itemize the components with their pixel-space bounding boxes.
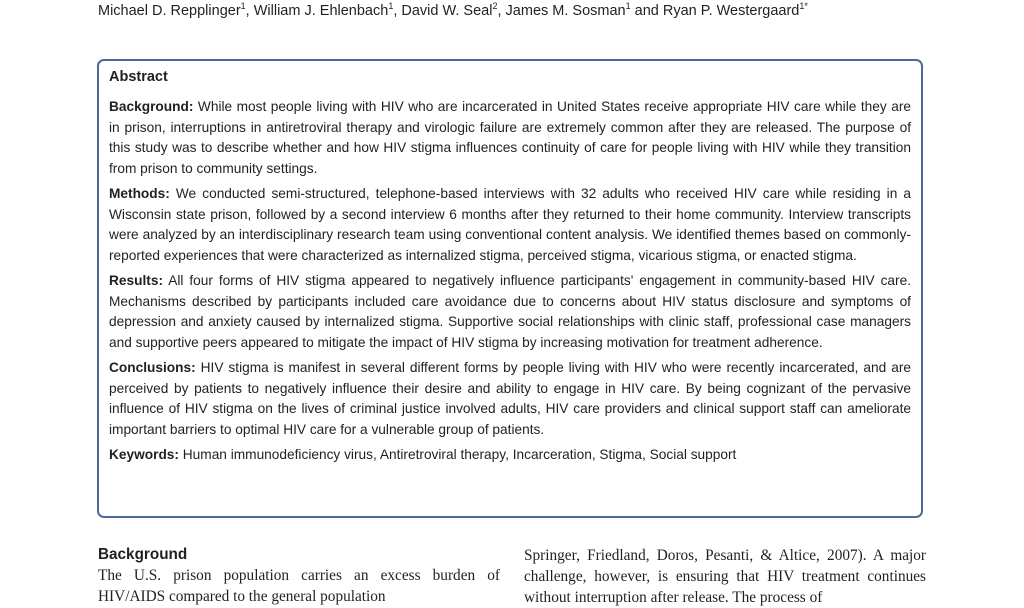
section-title-background: Background	[98, 546, 188, 563]
section-text: We conducted semi-structured, telephone-based interviews with 32 adults who received HIV care while residing in a Wisconsin state prison, followed by a second interview 6 months after they returned to their home community. Interview transcripts were analyzed by an interdisciplinary research team using conventional content analysis. We identified themes based on commonly-reported experiences that were characterized as internalized stigma, perceived stigma, vicarious stigma, or enacted stigma.	[109, 186, 911, 263]
abstract-keywords	[109, 445, 911, 466]
abstract-methods	[109, 184, 911, 266]
author: Ryan P. Westergaard$^{1*}$	[662, 1, 808, 19]
section-text: All four forms of HIV stigma appeared to negatively influence participants' engagement in community-based HIV care. Mechanisms described by participants included care avoidance due to concerns about HIV status disclosure and symptoms of depression and anxiety caused by internalized stigma. Supportive social relationships with clinic staff, professional case managers and supportive peers appeared to mitigate the impact of HIV stigma by increasing motivation for treatment adherence.	[109, 273, 911, 350]
section-heading: Conclusions:	[109, 360, 196, 375]
abstract-box	[97, 59, 923, 518]
body-paragraph: Springer, Friedland, Doros, Pesanti, & Altice, 2007). A major challenge, however, is ensuring that HIV treatment continues without interruption after release. The process of	[524, 547, 926, 606]
body-column-left	[98, 545, 500, 607]
abstract-results	[109, 271, 911, 353]
section-text: While most people living with HIV who are incarcerated in United States receive appropriate HIV care while they are in prison, interruptions in antiretroviral therapy and virologic failure are extremely common after they are released. The purpose of this study was to describe whether and how HIV stigma influences continuity of care for people living with HIV while they transition from prison to community settings.	[109, 99, 911, 176]
section-heading: Background:	[109, 99, 194, 114]
body-paragraph: The U.S. prison population carries an excess burden of HIV/AIDS compared to the general population	[98, 567, 500, 605]
author-list	[98, 0, 808, 22]
section-heading: Methods:	[109, 186, 170, 201]
author: James M. Sosman$^1$ and	[505, 1, 663, 19]
author: Michael D. Repplinger$^1$,	[98, 1, 254, 19]
abstract-title: Abstract	[109, 69, 168, 85]
author: David W. Seal$^2$,	[401, 1, 506, 19]
abstract-background	[109, 97, 911, 179]
section-text: Human immunodeficiency virus, Antiretroviral therapy, Incarceration, Stigma, Social support	[182, 447, 737, 462]
section-heading: Results:	[109, 273, 164, 288]
author: William J. Ehlenbach$^1$,	[253, 1, 402, 19]
body-column-right	[524, 545, 926, 608]
section-heading: Keywords:	[109, 447, 179, 462]
abstract-conclusions	[109, 358, 911, 440]
section-text: HIV stigma is manifest in several different forms by people living with HIV who were recently incarcerated, and are perceived by patients to negatively influence their desire and ability to engage in HIV care. By being cognizant of the pervasive influence of HIV stigma on the lives of criminal justice involved adults, HIV care providers and clinical support staff can ameliorate important barriers to optimal HIV care for a vulnerable group of patients.	[109, 360, 911, 437]
